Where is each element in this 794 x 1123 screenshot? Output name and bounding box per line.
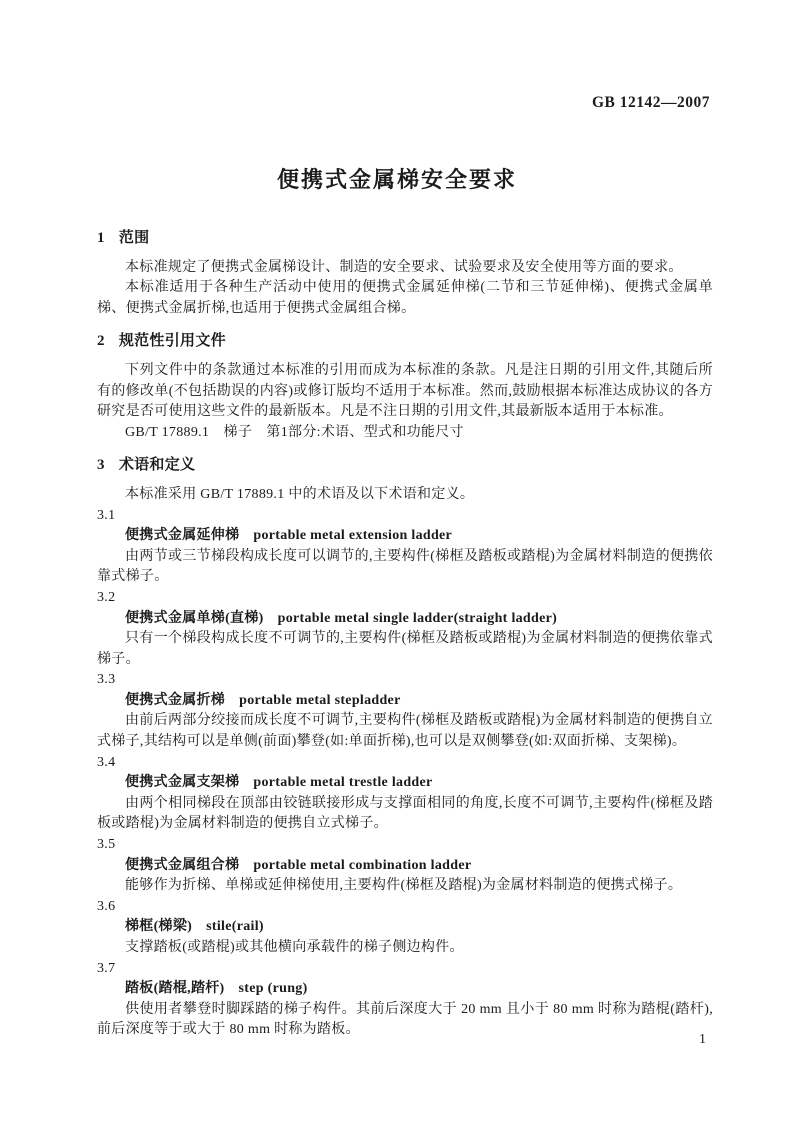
term-en: stile(rail) (206, 919, 264, 935)
term-number: 3.3 (97, 672, 116, 688)
term-zh: 便携式金属单梯(直梯) (125, 610, 264, 626)
term-en: portable metal trestle ladder (253, 775, 433, 791)
term-number: 3.6 (97, 898, 116, 914)
standard-code: GB 12142—2007 (591, 94, 710, 111)
term-heading (125, 526, 713, 547)
term-item (97, 897, 713, 959)
document-title: 便携式金属梯安全要求 (276, 167, 517, 192)
term-item (97, 670, 713, 752)
section-1-paragraph: 本标准规定了便携式金属梯设计、制造的安全要求、试验要求及安全使用等方面的要求。 (125, 259, 683, 275)
term-item (97, 835, 713, 897)
term-number: 3.2 (97, 589, 116, 605)
section-1-heading (97, 228, 713, 249)
section-3-title: 术语和定义 (118, 457, 196, 474)
term-heading (125, 609, 713, 630)
term-zh: 踏板(踏棍,踏杆) (125, 981, 225, 997)
term-zh: 便携式金属折梯 (125, 692, 226, 708)
term-heading (125, 979, 713, 1000)
term-zh: 梯框(梯梁) (125, 919, 193, 935)
section-2-heading (97, 331, 713, 352)
term-definition: 能够作为折梯、单梯或延伸梯使用,主要构件(梯框及踏棍)为金属材料制造的便携式梯子。 (125, 878, 683, 894)
term-heading (125, 856, 713, 877)
term-item (97, 506, 713, 588)
term-heading (125, 773, 713, 794)
section-1-number: 1 (97, 230, 105, 246)
section-1-title: 范围 (118, 230, 150, 246)
page-number: 1 (699, 1032, 706, 1047)
term-number: 3.1 (97, 507, 116, 523)
term-item (97, 959, 713, 1041)
term-number: 3.4 (97, 754, 116, 770)
term-heading (125, 691, 713, 712)
term-number: 3.7 (97, 960, 116, 976)
section-2-title: 规范性引用文件 (118, 333, 226, 350)
term-item (97, 753, 713, 835)
term-definition: 由前后两部分绞接而成长度不可调节,主要构件(梯框及踏板或踏棍)为金属材料制造的便携自立式梯子,其结构可以是单侧(前面)攀登(如:单面折梯),也可以是双侧攀登(如:双面折梯、支架梯)。 (97, 713, 713, 750)
term-definition: 由两个相同梯段在顶部由铰链联接形成与支撑面相同的角度,长度不可调节,主要构件(梯框及踏板或踏棍)为金属材料制造的便携自立式梯子。 (97, 795, 713, 832)
section-3-heading (97, 455, 713, 476)
term-number: 3.5 (97, 837, 116, 853)
section-2-number: 2 (97, 333, 105, 350)
term-en: portable metal single ladder(straight ladder) (277, 610, 558, 626)
term-definition: 支撑踏板(或踏棍)或其他横向承载件的梯子侧边构件。 (125, 940, 464, 955)
term-definition: 供使用者攀登时脚踩踏的梯子构件。其前后深度大于 20 mm 且小于 80 mm 时称为踏棍(踏杆),前后深度等于或大于 80 mm 时称为踏板。 (97, 1001, 713, 1038)
term-heading (125, 917, 713, 938)
term-definition: 只有一个梯段构成长度不可调节的,主要构件(梯框及踏板或踏棍)为金属材料制造的便携依靠式梯子。 (97, 631, 713, 667)
normative-reference: GB/T 17889.1 梯子 第1部分:术语、型式和功能尺寸 (125, 424, 464, 440)
document-body (97, 228, 713, 1041)
section-3-number: 3 (97, 457, 105, 474)
section-3-intro: 本标准采用 GB/T 17889.1 中的术语及以下术语和定义。 (125, 486, 475, 502)
term-en: step (rung) (238, 981, 308, 997)
section-2-paragraph: 下列文件中的条款通过本标准的引用而成为本标准的条款。凡是注日期的引用文件,其随后所有的修改单(不包括勘误的内容)或修订版均不适用于本标准。然而,鼓励根据本标准达成协议的各方研究是否可使用这些文件的最新版本。凡是不注日期的引用文件,其最新版本适用于本标准。 (97, 362, 713, 420)
term-zh: 便携式金属支架梯 (125, 775, 240, 791)
term-item (97, 588, 713, 670)
term-zh: 便携式金属组合梯 (125, 857, 240, 873)
term-definition: 由两节或三节梯段构成长度可以调节的,主要构件(梯框及踏板或踏棍)为金属材料制造的便携依靠式梯子。 (97, 548, 713, 585)
term-zh: 便携式金属延伸梯 (125, 528, 240, 544)
term-en: portable metal combination ladder (253, 857, 472, 873)
term-en: portable metal extension ladder (253, 528, 453, 544)
term-en: portable metal stepladder (239, 692, 401, 708)
section-1-paragraph: 本标准适用于各种生产活动中使用的便携式金属延伸梯(二节和三节延伸梯)、便携式金属单梯、便携式金属折梯,也适用于便携式金属组合梯。 (97, 280, 713, 316)
